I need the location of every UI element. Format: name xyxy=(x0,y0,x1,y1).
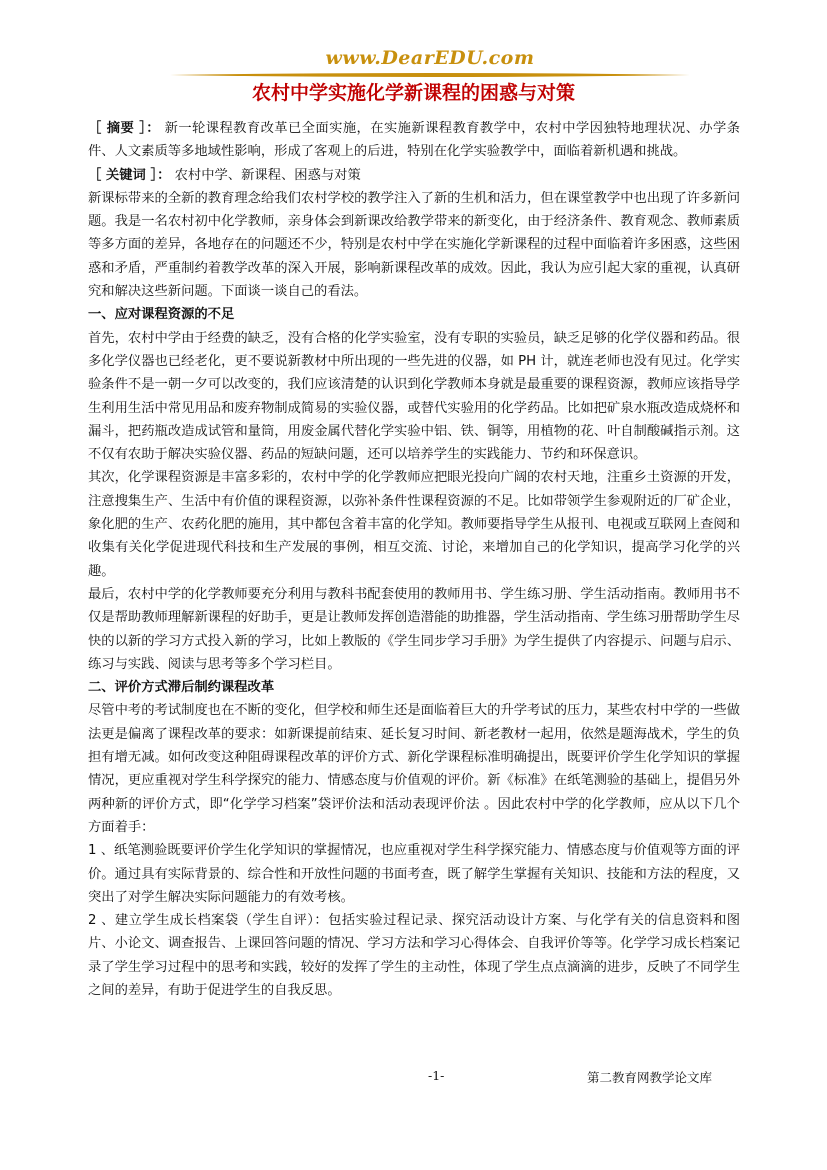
body-paragraph: 最后，农村中学的化学教师要充分利用与教科书配套使用的教师用书、学生练习册、学生活动指南。教师用书不仅是帮助教师理解新课程的好助手，更是让教师发挥创造潜能的助推器，学生活动指南、学生练习册帮助学生尽快的以新的学习方式投入新的学习，比如上教版的《学生同步学习手册》为学生提供了内容提示、问题与启示、练习与实践、阅读与思考等多个学习栏目。 xyxy=(88,586,740,672)
intro-paragraph: 新课标带来的全新的教育理念给我们农村学校的教学注入了新的生机和活力，但在课堂教学中也出现了许多新问题。我是一名农村初中化学教师，亲身体会到新课改给教学带来的新变化，由于经济条件、教育观念、教师素质等多方面的差异，各地存在的问题还不少，特别是农村中学在实施化学新课程的过程中面临着许多困惑，这些困惑和矛盾，严重制约着教学改革的深入开展，影响新课程改革的成效。因此，我认为应引起大家的重视，认真研究和解决这些新问题。下面谈一谈自己的看法。 xyxy=(88,190,740,300)
keywords-label: ［ 关键词 ］： xyxy=(88,167,171,183)
footer-site-name: 第二教育网教学论文库 xyxy=(587,1070,713,1085)
abstract-paragraph xyxy=(88,117,740,164)
header-decorative-line xyxy=(170,72,690,78)
body-paragraph: 尽管中考的考试制度也在不断的变化，但学校和师生还是面临着巨大的升学考试的压力，某些农村中学的一些做法更是偏离了课程改革的要求：如新课提前结束、延长复习时间、新老教材一起用，依然是题海战术，学生的负担有增无减。如何改变这种阻碍课程改革的评价方式、新化学课程标准明确提出，既要评价学生化学知识的掌握情况，更应重视对学生科学探究的能力、情感态度与价值观的评价。新《标准》在纸笔测验的基础上，提倡另外两种新的评价方式，即“化学学习档案”袋评价法和活动表现评价法 。因此农村中学的化学教师，应从以下几个方面着手： xyxy=(88,703,740,835)
abstract-label: ［ 摘要 ］： xyxy=(88,121,160,136)
abstract-text: 新一轮课程教育改革已全面实施，在实施新课程教育教学中，农村中学因独特地理状况、办学条件、人文素质等多地域性影响，形成了客观上的后进，特别在化学实验教学中，面临着新机遇和挑战。 xyxy=(88,121,740,160)
section-heading-2: 二、评价方式滞后制约课程改革 xyxy=(88,680,275,696)
body-paragraph: 其次，化学课程资源是丰富多彩的，农村中学的化学教师应把眼光投向广阔的农村天地，注重乡土资源的开发，注意搜集生产、生活中有价值的课程资源，以弥补条件性课程资源的不足。比如带领学生参观附近的厂矿企业，象化肥的生产、农药化肥的施用，其中都包含着丰富的化学知。教师要指导学生从报刊、电视或互联网上查阅和收集有关化学促进现代科技和生产发展的事例，相互交流、讨论，来增加自己的化学知识，提高学习化学的兴趣。 xyxy=(88,470,740,579)
keywords-text: 农村中学、新课程、困惑与对策 xyxy=(174,167,361,183)
body-paragraph: 2 、建立学生成长档案袋（学生自评）：包括实验过程记录、探究活动设计方案、与化学有关的信息资料和图片、小论文、调查报告、上课回答问题的情况、学习方法和学习心得体会、自我评价等等。化学学习成长档案记录了学生学习过程中的思考和实践，较好的发挥了学生的主动性，体现了学生点点滴滴的进步，反映了不同学生之间的差异，有助于促进学生的自我反思。 xyxy=(88,913,740,998)
document-body xyxy=(88,117,740,1002)
page-footer xyxy=(0,1068,827,1092)
section-heading-1: 一、应对课程资源的不足 xyxy=(88,307,235,323)
document-title: 农村中学实施化学新课程的困惑与对策 xyxy=(251,82,575,104)
site-logo-text: www.DearEDU.com xyxy=(325,47,535,69)
body-paragraph: 首先，农村中学由于经费的缺乏，没有合格的化学实验室，没有专职的实验员，缺乏足够的化学仪器和药品。很多化学仪器也已经老化，更不要说新教材中所出现的一些先进的仪器，如 PH 计，就连老师也没有见过。化学实验条件不是一朝一夕可以改变的，我们应该清楚的认识到化学教师本身就是最重要的课程资源，教师应该指导学生利用生活中常见用品和废弃物制成简易的实验仪器，或替代实验用的化学药品。比如把矿泉水瓶改造成烧杯和漏斗，把药瓶改造成试管和量筒，用废金属代替化学实验中铝、铁、铜等，用植物的花、叶自制酸碱指示剂。这不仅有农助于解决实验仪器、药品的短缺问题，还可以培养学生的实践能力、节约和环保意识。 xyxy=(88,330,740,463)
keywords-paragraph xyxy=(88,164,740,187)
page-number: -1- xyxy=(428,1068,445,1083)
body-paragraph: 1 、纸笔测验既要评价学生化学知识的掌握情况，也应重视对学生科学探究能力、情感态度与价值观等方面的评价。通过具有实际背景的、综合性和开放性问题的书面考查，既了解学生掌握有关知识、技能和方法的程度，又突出了对学生解决实际问题能力的有效考核。 xyxy=(88,843,740,905)
